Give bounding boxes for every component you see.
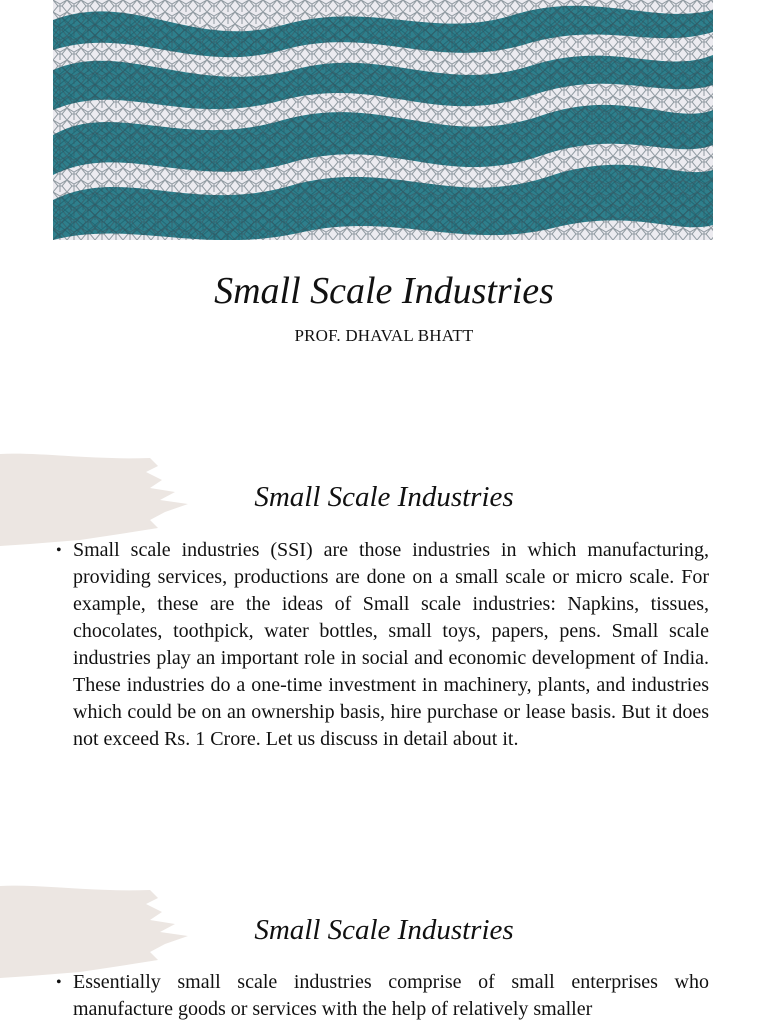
bullet-marker: • bbox=[56, 542, 62, 559]
bullet-marker: • bbox=[56, 974, 62, 991]
slide-heading: Small Scale Industries bbox=[254, 481, 514, 513]
presentation-title: Small Scale Industries bbox=[214, 270, 554, 312]
mosaic-wave-image bbox=[53, 0, 713, 240]
bullet-text: Small scale industries (SSI) are those industries in which manufacturing, providing services, productions are done on a small scale or micro scale. For example, these are the ideas of Small scale industries: Napkins, tissues, chocolates, toothpick, water bottles, small toys, papers, pens. Small scale industries play an important role in social and economic development of India. These industries do a one-time investment in machinery, plants, and industries which could be on an ownership basis, hire purchase or lease basis. But it does not exceed Rs. 1 Crore. Let us discuss in detail about it. bbox=[73, 539, 709, 750]
bullet-point bbox=[56, 969, 709, 1023]
bullet-point bbox=[56, 537, 709, 753]
presenter-name: PROF. DHAVAL BHATT bbox=[294, 326, 474, 345]
bullet-text: Essentially small scale industries comprise of small enterprises who manufacture goods or services with the help of relatively smaller bbox=[73, 971, 709, 1020]
slide-heading: Small Scale Industries bbox=[254, 914, 514, 946]
title-slide bbox=[0, 0, 768, 420]
